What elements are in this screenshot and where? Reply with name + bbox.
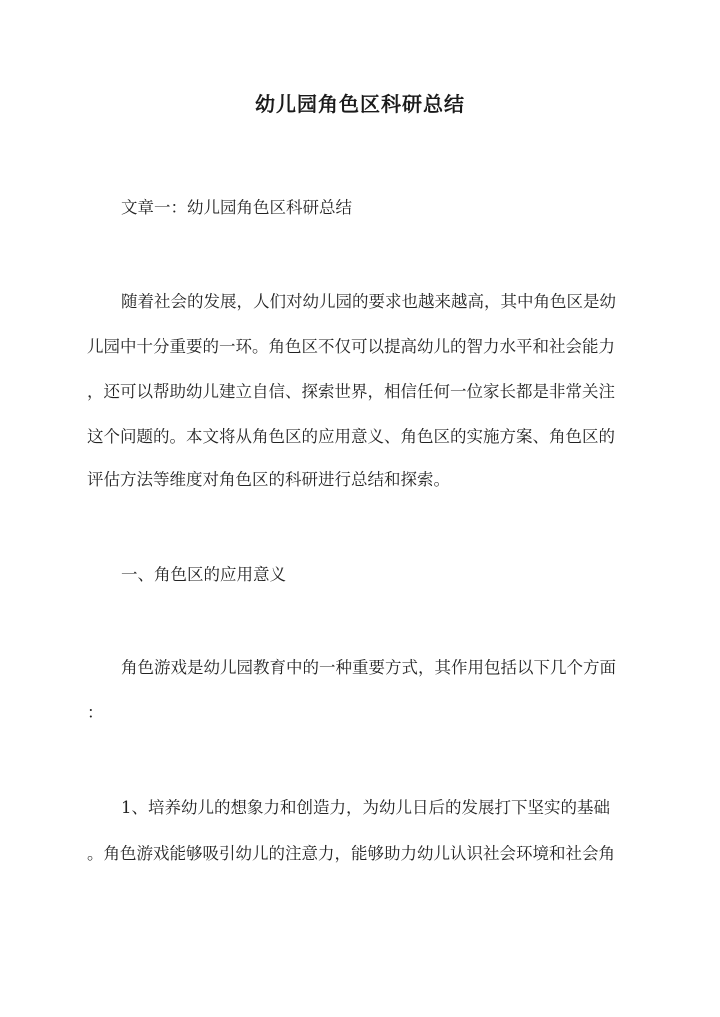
intro-line-2: 儿园中十分重要的一环。角色区不仅可以提高幼儿的智力水平和社会能力 xyxy=(87,337,615,356)
intro-line-4: 这个问题的。本文将从角色区的应用意义、角色区的实施方案、角色区的 xyxy=(87,427,615,446)
document-title: 幼儿园角色区科研总结 xyxy=(255,92,465,116)
section1-para-line-1: 角色游戏是幼儿园教育中的一种重要方式，其作用包括以下几个方面 xyxy=(121,658,616,677)
section1-heading: 一、角色区的应用意义 xyxy=(121,565,286,584)
point1-line-2: 。角色游戏能够吸引幼儿的注意力，能够助力幼儿认识社会环境和社会角 xyxy=(87,844,615,863)
intro-line-3: ，还可以帮助幼儿建立自信、探索世界，相信任何一位家长都是非常关注 xyxy=(87,382,615,401)
article-heading: 文章一：幼儿园角色区科研总结 xyxy=(121,198,352,217)
section1-para-line-2: ： xyxy=(87,703,104,722)
intro-line-5: 评估方法等维度对角色区的科研进行总结和探索。 xyxy=(87,470,450,489)
intro-line-1: 随着社会的发展，人们对幼儿园的要求也越来越高，其中角色区是幼 xyxy=(121,292,616,311)
point1-line-1: 1、培养幼儿的想象力和创造力，为幼儿日后的发展打下坚实的基础 xyxy=(121,798,610,817)
